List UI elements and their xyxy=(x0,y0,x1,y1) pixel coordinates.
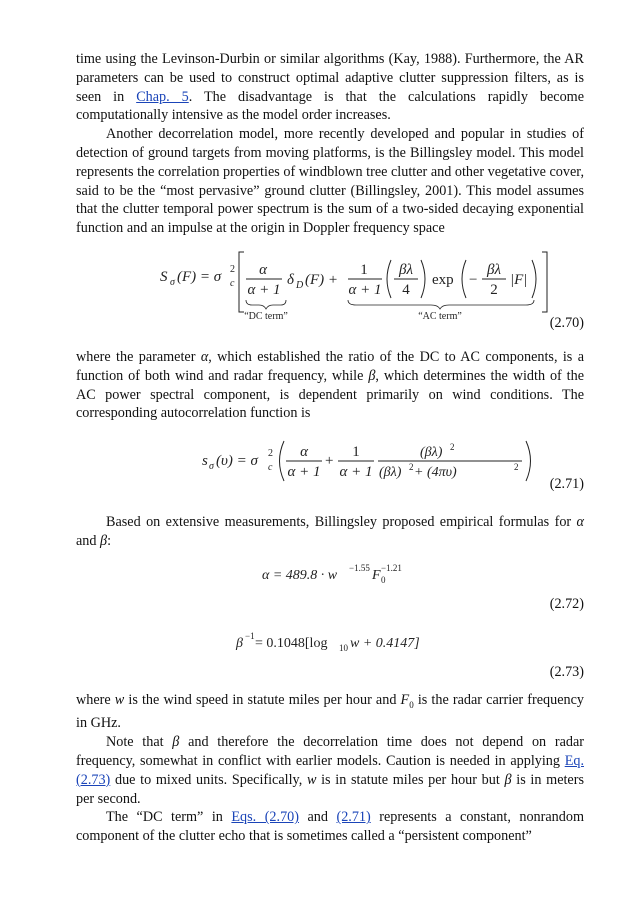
eq-superscript: 2 xyxy=(450,442,455,453)
eq-numerator: (βλ) xyxy=(420,445,443,461)
equation-number: (2.73) xyxy=(549,663,584,680)
eq-denominator: α + 1 xyxy=(348,281,382,298)
paragraph-text: due to mixed units. Specifically, xyxy=(110,771,307,788)
eq-numerator: α xyxy=(300,444,308,461)
eq-symbol: s xyxy=(202,453,208,470)
eq-text: |F| xyxy=(510,271,528,288)
paragraph-text: where xyxy=(76,691,115,708)
beta-symbol: β xyxy=(100,532,108,549)
paragraph-text: , which established the ratio of the DC to AC components, is a function of both wind and radar frequency, while xyxy=(76,348,584,384)
beta-symbol: β xyxy=(172,734,180,751)
paragraph-text: and xyxy=(298,809,337,826)
equation-number: (2.70) xyxy=(549,314,584,331)
w-symbol: w xyxy=(306,771,317,788)
document-body xyxy=(76,50,584,846)
eqs-2-70-link[interactable]: Eqs. (2.70) xyxy=(231,809,299,826)
equation-2-70-svg xyxy=(76,238,584,344)
paragraph-text: Note that xyxy=(106,734,173,751)
eq-denominator: + (4πυ) xyxy=(414,465,457,481)
paragraph-text: and therefore the decorrelation time does not depend on radar frequency, somewhat in conflict with earlier models. Caution is needed in applying xyxy=(76,734,584,769)
eq-2-73-link[interactable]: Eq. (2.73) xyxy=(76,752,584,788)
eq-numerator: βλ xyxy=(399,261,413,278)
paragraph-text: is in statute miles per hour but xyxy=(316,771,505,788)
alpha-symbol: α xyxy=(200,348,209,365)
eq-superscript: 2 xyxy=(409,462,414,473)
eq-denominator: (βλ) xyxy=(379,465,402,481)
equation-2-71-svg xyxy=(76,423,584,501)
eq-denominator: α + 1 xyxy=(287,464,321,481)
chap-5-link[interactable]: Chap. 5 xyxy=(136,88,189,105)
beta-symbol: β xyxy=(504,771,512,788)
equation-2-73-svg xyxy=(76,609,584,679)
paragraph-text: . The disadvantage is that the calculations rapidly become computationally intensive as the model order increases. xyxy=(76,88,585,124)
eq-2-71-link[interactable]: (2.71) xyxy=(336,809,371,826)
paren xyxy=(280,441,285,481)
eq-numerator: 1 xyxy=(352,444,360,461)
eq-numerator: 1 xyxy=(360,261,368,278)
paragraph-text: represents a constant, nonrandom component of the clutter echo that is sometimes called a “persistent component” xyxy=(76,809,584,845)
paragraph-text: is the wind speed in statute miles per hour and xyxy=(124,691,401,708)
eq-subscript: 0 xyxy=(381,574,386,585)
eq-numerator: α xyxy=(259,261,267,278)
alpha-symbol: α xyxy=(576,514,584,531)
equation-2-72 xyxy=(76,551,584,612)
paragraph-text: where the parameter xyxy=(76,348,201,365)
eq-numerator: βλ xyxy=(487,261,501,278)
eq-subscript: c xyxy=(230,277,235,289)
paragraph-5 xyxy=(76,691,584,733)
eq-subscript: c xyxy=(268,462,273,474)
w-symbol: w xyxy=(114,691,125,708)
equation-2-70 xyxy=(76,238,584,344)
eq-superscript: −1.55 xyxy=(349,562,370,573)
eq-subscript: D xyxy=(296,279,304,291)
eq-denominator: α + 1 xyxy=(247,281,281,298)
eq-text: (F) = σ xyxy=(177,268,222,285)
eq-superscript: −1 xyxy=(245,630,255,641)
paren xyxy=(387,260,391,298)
f0-symbol: F xyxy=(400,691,410,708)
eq-symbol: δ xyxy=(287,271,294,288)
eq-superscript: 2 xyxy=(230,263,235,275)
paragraph-3 xyxy=(76,348,584,423)
eq-superscript: 2 xyxy=(514,462,519,473)
eq-symbol: F xyxy=(372,567,381,583)
paragraph-1 xyxy=(76,50,584,125)
ac-term-label: “AC term” xyxy=(418,310,462,322)
paren xyxy=(532,260,536,298)
eq-superscript: −1.21 xyxy=(381,562,402,573)
eq-text: + xyxy=(325,453,334,470)
left-bracket xyxy=(239,252,244,312)
paragraph-text: The “DC term” in xyxy=(106,809,232,826)
paragraph-text: and xyxy=(76,532,101,549)
eq-text: = 0.1048[log xyxy=(255,635,328,651)
paragraph-text: , which determines the width of the AC power spectral component, is dependent primarily on wind conditions. The corresponding autocorrelation function is xyxy=(76,367,584,422)
eq-text: w + 0.4147] xyxy=(350,635,420,651)
eq-symbol: β xyxy=(236,635,243,651)
paren xyxy=(526,441,531,481)
f0-subscript: 0 xyxy=(409,699,414,710)
paragraph-6 xyxy=(76,733,584,808)
eq-text: exp xyxy=(432,271,454,288)
paragraph-7 xyxy=(76,808,584,846)
ac-underbrace xyxy=(348,300,534,309)
dc-underbrace xyxy=(246,300,286,309)
right-bracket xyxy=(542,252,547,312)
eq-subscript: 10 xyxy=(339,642,348,653)
paragraph-text: time using the Levinson-Durbin or similar algorithms (Kay, 1988). Furthermore, the AR parameters can be used to construct optimal adaptive clutter suppression filters, as is seen in xyxy=(76,51,584,105)
paragraph-4 xyxy=(76,513,584,551)
equation-2-72-svg xyxy=(76,551,584,609)
equation-number: (2.72) xyxy=(549,595,584,612)
paragraph-text: : xyxy=(107,532,112,549)
eq-denominator: α + 1 xyxy=(339,464,373,481)
eq-text: (υ) = σ xyxy=(216,453,258,470)
beta-symbol: β xyxy=(368,367,376,384)
eq-text: α = 489.8 · w xyxy=(262,567,338,583)
equation-2-71 xyxy=(76,423,584,501)
eq-symbol: S xyxy=(160,268,168,285)
paragraph-text: is the radar carrier frequency in GHz. xyxy=(76,691,585,732)
paragraph-2: Another decorrelation model, more recently developed and popular in studies of detection of ground targets from moving platforms, is the Billingsley model. This model represents the correlation properties of windblown tree clutter and other vegetative cover, said to be the “most pervasive” ground clutter (Billingsley, 2001). This model assumes that the clutter temporal power spectrum is the sum of a two-sided decaying exponential function and an impulse at the origin in Doppler frequency space xyxy=(76,126,584,237)
eq-denominator: 4 xyxy=(402,281,410,298)
eq-text: − xyxy=(469,271,478,288)
equation-number: (2.71) xyxy=(549,476,584,493)
eq-text: (F) + xyxy=(305,271,339,288)
paren xyxy=(462,260,466,298)
paren xyxy=(421,260,425,298)
equation-2-73 xyxy=(76,609,584,679)
dc-term-label: “DC term” xyxy=(244,310,288,322)
eq-denominator: 2 xyxy=(490,281,498,298)
eq-superscript: 2 xyxy=(268,448,273,460)
eq-subscript: σ xyxy=(209,461,214,473)
eq-subscript: σ xyxy=(170,276,175,288)
paragraph-text: is in meters per second. xyxy=(76,771,584,807)
paragraph-text: Based on extensive measurements, Billingsley proposed empirical formulas for xyxy=(106,514,577,531)
